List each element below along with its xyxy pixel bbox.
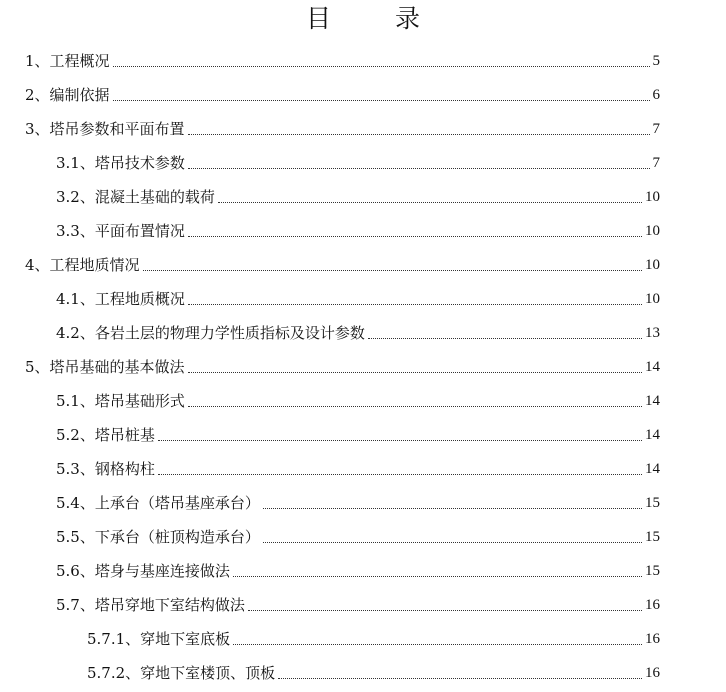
toc-entry-5-1[interactable] (56, 384, 660, 412)
toc-entry-page: 14 (645, 427, 660, 443)
dot-leader (263, 507, 642, 509)
toc-entry-page: 16 (645, 631, 660, 647)
toc-entry-5-6[interactable] (56, 554, 660, 582)
toc-entry-5[interactable] (25, 350, 660, 378)
toc-entry-label: 2、编制依据 (25, 86, 110, 104)
dot-leader (188, 133, 650, 135)
toc-entry-page: 10 (645, 189, 660, 205)
dot-leader (368, 337, 642, 339)
toc-entry-label: 3.1、塔吊技术参数 (56, 154, 185, 172)
toc-entry-label: 5.6、塔身与基座连接做法 (56, 562, 230, 580)
toc-entry-page: 14 (645, 359, 660, 375)
toc-entry-2[interactable] (25, 78, 660, 106)
toc-entry-page: 15 (645, 529, 660, 545)
toc-entry-page: 7 (652, 121, 660, 137)
toc-entry-label: 5.1、塔吊基础形式 (56, 392, 185, 410)
toc-entry-label: 3.3、平面布置情况 (56, 222, 185, 240)
toc-entry-label: 3、塔吊参数和平面布置 (25, 120, 185, 138)
toc-entry-5-3[interactable] (56, 452, 660, 480)
toc-entry-3[interactable] (25, 112, 660, 140)
toc-entry-label: 5.7.2、穿地下室楼顶、顶板 (87, 664, 276, 682)
dot-leader (143, 269, 642, 271)
toc-entry-page: 16 (645, 597, 660, 613)
dot-leader (248, 609, 642, 611)
toc-entry-5-4[interactable] (56, 486, 660, 514)
dot-leader (188, 235, 642, 237)
toc-entry-label: 5、塔吊基础的基本做法 (25, 358, 185, 376)
dot-leader (278, 677, 642, 679)
toc-entry-page: 10 (645, 223, 660, 239)
toc-entry-label: 4.2、各岩土层的物理力学性质指标及设计参数 (56, 324, 365, 342)
dot-leader (188, 371, 642, 373)
toc-entry-label: 4.1、工程地质概况 (56, 290, 185, 308)
toc-entry-label: 4、工程地质情况 (25, 256, 140, 274)
toc-entry-page: 16 (645, 665, 660, 681)
toc-entry-5-7-1[interactable] (87, 622, 660, 650)
toc-entry-page: 15 (645, 495, 660, 511)
toc-entry-label: 3.2、混凝土基础的载荷 (56, 188, 215, 206)
toc-entry-3-2[interactable] (56, 180, 660, 208)
toc-entry-label: 5.2、塔吊桩基 (56, 426, 155, 444)
toc-entry-page: 5 (652, 53, 660, 69)
toc-entry-page: 13 (645, 325, 660, 341)
page-title: 目 录 (306, 4, 448, 33)
dot-leader (113, 99, 650, 101)
dot-leader (218, 201, 642, 203)
toc-entry-label: 5.7.1、穿地下室底板 (87, 630, 231, 648)
toc-entry-5-2[interactable] (56, 418, 660, 446)
dot-leader (233, 643, 642, 645)
toc-entry-label: 1、工程概况 (25, 52, 110, 70)
toc-entry-page: 10 (645, 257, 660, 273)
toc-entry-page: 6 (652, 87, 660, 103)
toc-entry-4[interactable] (25, 248, 660, 276)
toc-entry-4-1[interactable] (56, 282, 660, 310)
toc-entry-label: 5.5、下承台（桩顶构造承台） (56, 528, 260, 546)
toc-entry-5-7[interactable] (56, 588, 660, 616)
toc-entry-label: 5.4、上承台（塔吊基座承台） (56, 494, 260, 512)
toc-entry-4-2[interactable] (56, 316, 660, 344)
toc-entry-label: 5.7、塔吊穿地下室结构做法 (56, 596, 245, 614)
toc-entry-5-7-2[interactable] (87, 656, 660, 684)
toc-entry-3-3[interactable] (56, 214, 660, 242)
toc-entry-1[interactable] (25, 44, 660, 72)
dot-leader (113, 65, 650, 67)
dot-leader (158, 473, 642, 475)
toc-entry-page: 15 (645, 563, 660, 579)
dot-leader (158, 439, 642, 441)
dot-leader (233, 575, 642, 577)
dot-leader (188, 303, 642, 305)
toc-entry-page: 10 (645, 291, 660, 307)
toc-entry-label: 5.3、钢格构柱 (56, 460, 155, 478)
dot-leader (188, 405, 642, 407)
dot-leader (188, 167, 650, 169)
toc-entry-page: 14 (645, 461, 660, 477)
toc-entry-5-5[interactable] (56, 520, 660, 548)
toc-entry-3-1[interactable] (56, 146, 660, 174)
toc-entry-page: 14 (645, 393, 660, 409)
toc-entry-page: 7 (652, 155, 660, 171)
dot-leader (263, 541, 642, 543)
